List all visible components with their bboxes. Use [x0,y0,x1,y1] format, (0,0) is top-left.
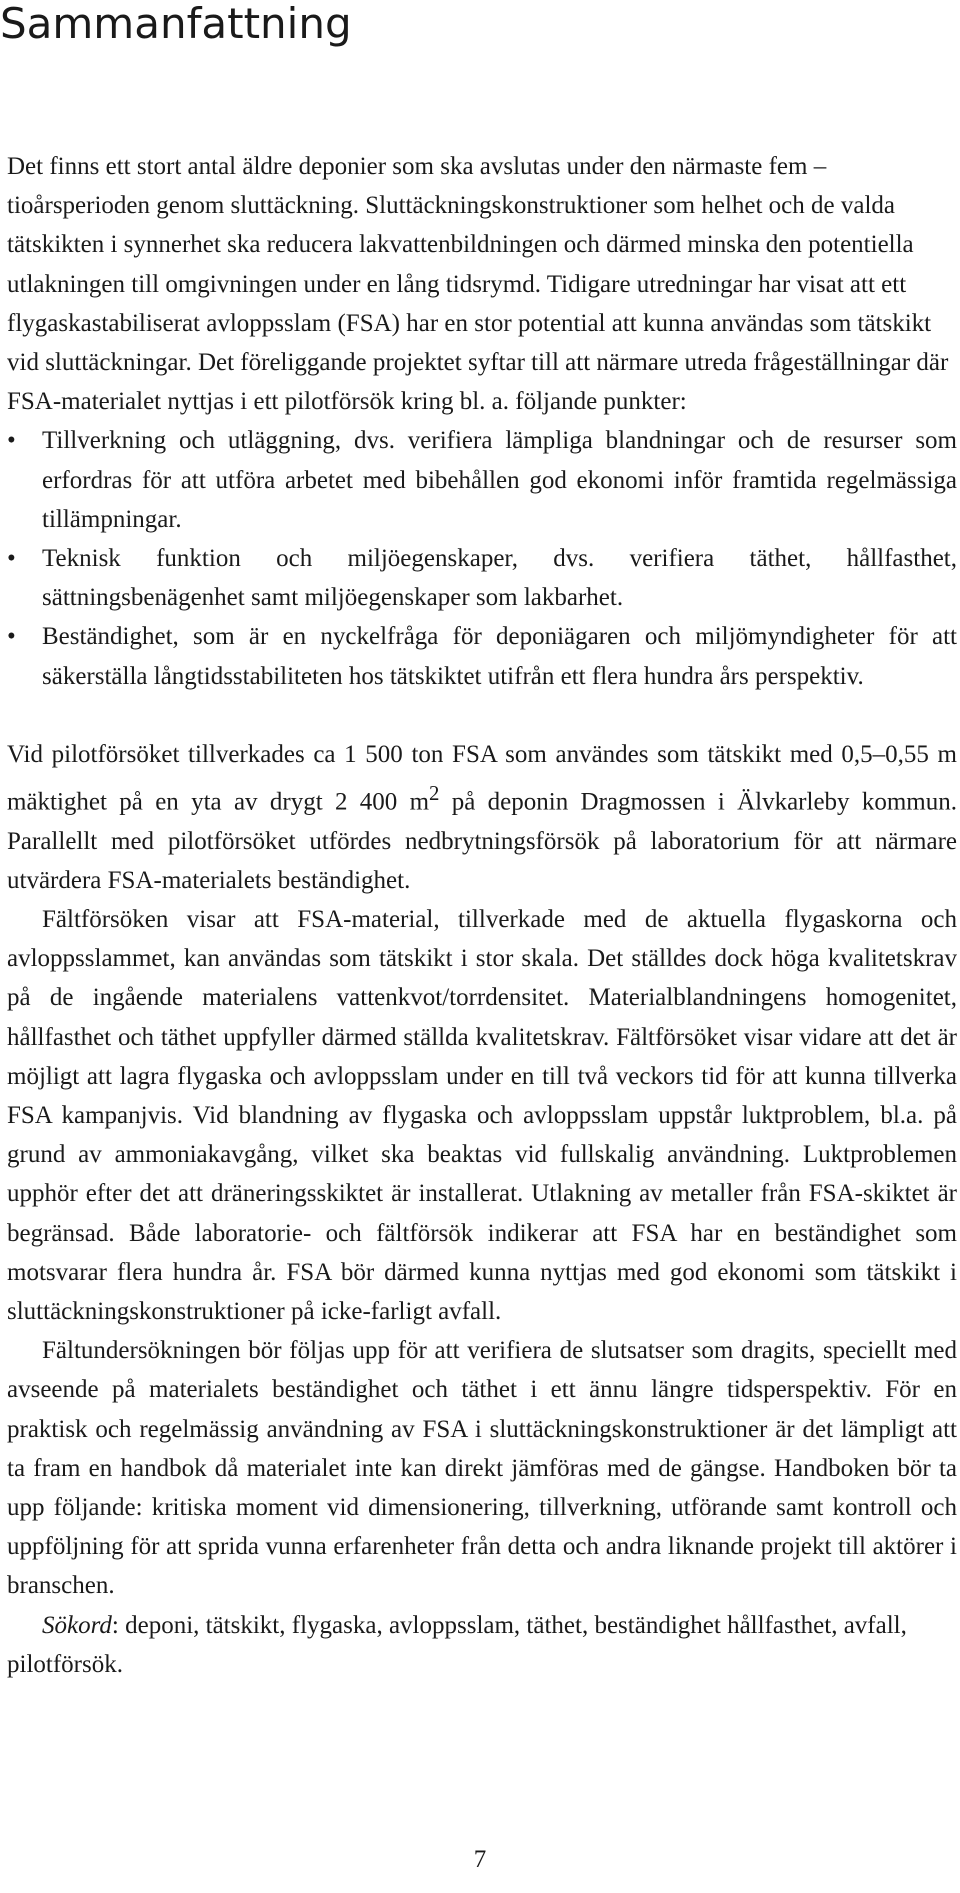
bullet-text: Beständighet, som är en nyckelfråga för deponiägaren och miljömyndigheter för att säkerställa långtidsstabiliteten hos tätskiktet utifrån ett flera hundra års perspektiv. [42,623,957,690]
bullet-item-manufacturing [7,421,957,539]
page-title: Sammanfattning [0,0,352,48]
bullet-icon: • [7,427,16,455]
follow-up-paragraph: Fältundersökningen bör följas upp för att verifiera de slutsatser som dragits, speciellt med avseende på materialets beständighet och täthet i ett ännu längre tidsperspektiv. För en praktisk och regelmässig användning av FSA i sluttäckningskonstruktioner är det lämpligt att ta fram en handbok då materialet inte kan direkt jämföras med de gängse. Handboken bör ta upp följande: kritiska moment vid dimensionering, tillverkning, utförande samt kontroll och uppföljning för att sprida vunna erfarenheter från detta och andra liknande projekt till aktörer i branschen. [7,1337,957,1600]
bullet-text: Tillverkning och utläggning, dvs. verifiera lämpliga blandningar och de resurser som erfordras för att utföra arbetet med bibehållen god ekonomi inför framtida regelmässiga tillämpningar. [42,427,957,533]
bullet-icon: • [7,545,16,573]
area-unit-superscript: 2 [429,781,440,806]
field-results-paragraph: Fältförsöken visar att FSA-material, tillverkade med de aktuella flygaskorna och avloppsslammet, kan användas som tätskikt i stor skala. Det ställdes dock höga kvalitetskrav på de ingående materialens vattenkvot/torrdensitet. Materialblandningens homogenitet, hållfasthet och täthet uppfyller därmed ställda kvalitetskrav. Fältförsöket visar vidare att det är möjligt att lagra flygaska och avloppsslam under en till två veckors tid för att kunna tillverka FSA kampanjvis. Vid blandning av flygaska och avloppsslam uppstår luktproblem, bl.a. på grund av ammoniakavgång, vilket ska beaktas vid fullskalig användning. Luktproblemen upphör efter det att dräneringsskiktet är installerat. Utlakning av metaller från FSA-skiktet är begränsad. Både laboratorie- och fältförsök indikerar att FSA har en beständighet som motsvarar flera hundra år. FSA bör därmed kunna nyttjas med god ekonomi som tätskikt i sluttäckningskonstruktioner på icke-farligt avfall. [7,905,957,1326]
bullet-icon: • [7,623,16,651]
pilot-paragraph [7,735,957,900]
bullet-list [7,421,957,695]
bullet-item-durability [7,617,957,695]
body-text [7,147,957,1684]
intro-paragraph: Det finns ett stort antal äldre deponier som ska avslutas under den närmaste fem – tioårsperioden genom sluttäckning. Sluttäckningskonstruktioner som helhet och de valda tätskikten i synnerhet ska reducera lakvattenbildningen och därmed minska den potentiella utlakningen till omgivningen under en lång tidsrymd. Tidigare utredningar har visat att ett flygaskastabiliserat avloppsslam (FSA) har en stor potential att kunna användas som tätskikt vid sluttäckningar. Det föreliggande projektet syftar till att närmare utreda frågeställningar där FSA-materialet nyttjas i ett pilotförsök kring bl. a. följande punkter: [7,153,949,416]
bullet-item-function [7,539,957,617]
bullet-text: Teknisk funktion och miljöegenskaper, dvs. verifiera täthet, hållfasthet, sättningsbenägenhet samt miljöegenskaper som lakbarhet. [42,545,957,612]
pilot-text-end: på deponin Dragmossen i Älvkarleby kommun. Parallellt med pilotförsöket utfördes nedbrytningsförsök på laboratorium för att närmare utvärdera FSA-materialets beständighet. [7,788,957,894]
keywords-paragraph [7,1606,957,1684]
pilot-text-start: Vid pilotförsöket tillverkades ca 1 500 ton FSA som användes som tätskikt med 0,5–0,55 m mäktighet på en yta av drygt 2 400 m [7,740,957,816]
paragraph-gap [7,696,957,735]
keywords-text: : deponi, tätskikt, flygaska, avloppsslam, täthet, beständighet hållfasthet, avfall, pilotförsök. [7,1611,907,1678]
page-number: 7 [473,1846,487,1873]
keywords-label: Sökord [42,1611,112,1639]
